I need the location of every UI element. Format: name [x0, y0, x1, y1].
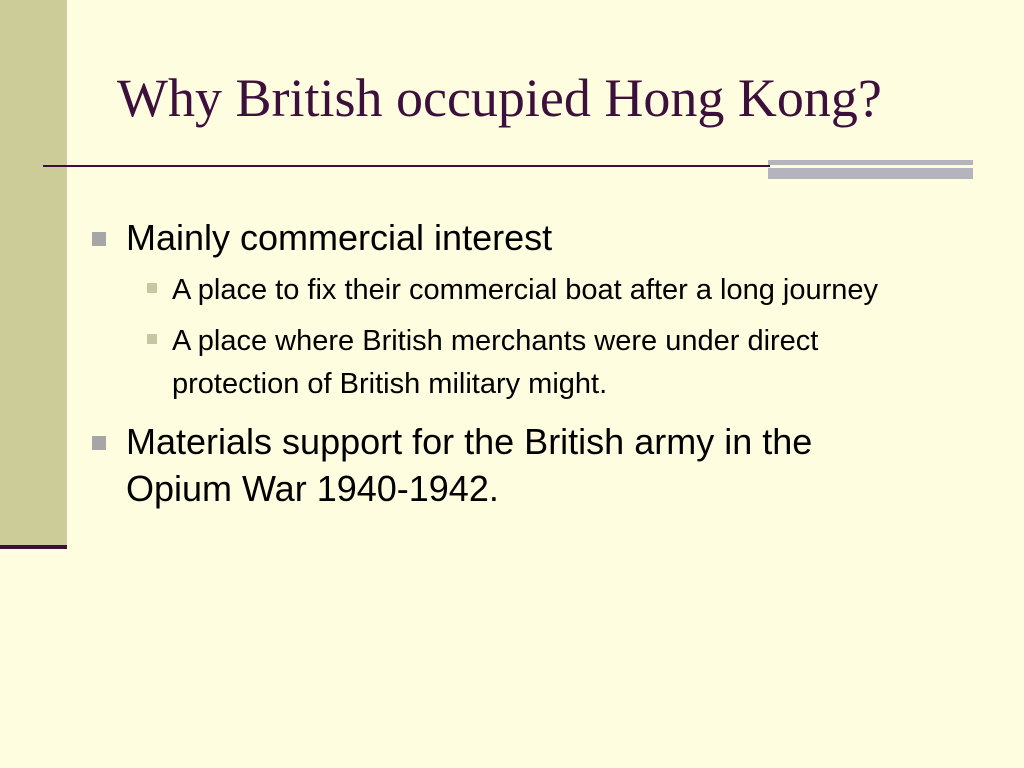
- sub-bullet-text-1-1: A place to fix their commercial boat after a long journey: [172, 274, 879, 306]
- square-bullet-icon: [147, 334, 157, 344]
- accent-bar-bottom: [768, 168, 973, 179]
- sub-bullet-item-1-2: [135, 320, 882, 406]
- side-rule-decoration: [0, 545, 67, 549]
- sub-bullet-text-1-2: A place where British merchants were under direct protection of British military might.: [172, 325, 819, 400]
- square-bullet-icon: [147, 283, 157, 293]
- square-bullet-icon: [92, 436, 106, 450]
- bullet-list: [90, 214, 920, 512]
- bullet-item-2: [90, 418, 906, 512]
- bullet-text-1: Mainly commercial interest: [126, 217, 553, 258]
- side-band-decoration: [0, 0, 67, 545]
- sub-bullet-item-1-1: [135, 269, 882, 312]
- bullet-text-2: Materials support for the British army in the Opium War 1940-1942.: [126, 421, 813, 509]
- accent-bar-top: [768, 160, 973, 165]
- square-bullet-icon: [92, 232, 106, 246]
- slide-title: Why British occupied Hong Kong?: [117, 68, 882, 128]
- bullet-item-1: [90, 214, 920, 261]
- title-divider: [43, 165, 770, 167]
